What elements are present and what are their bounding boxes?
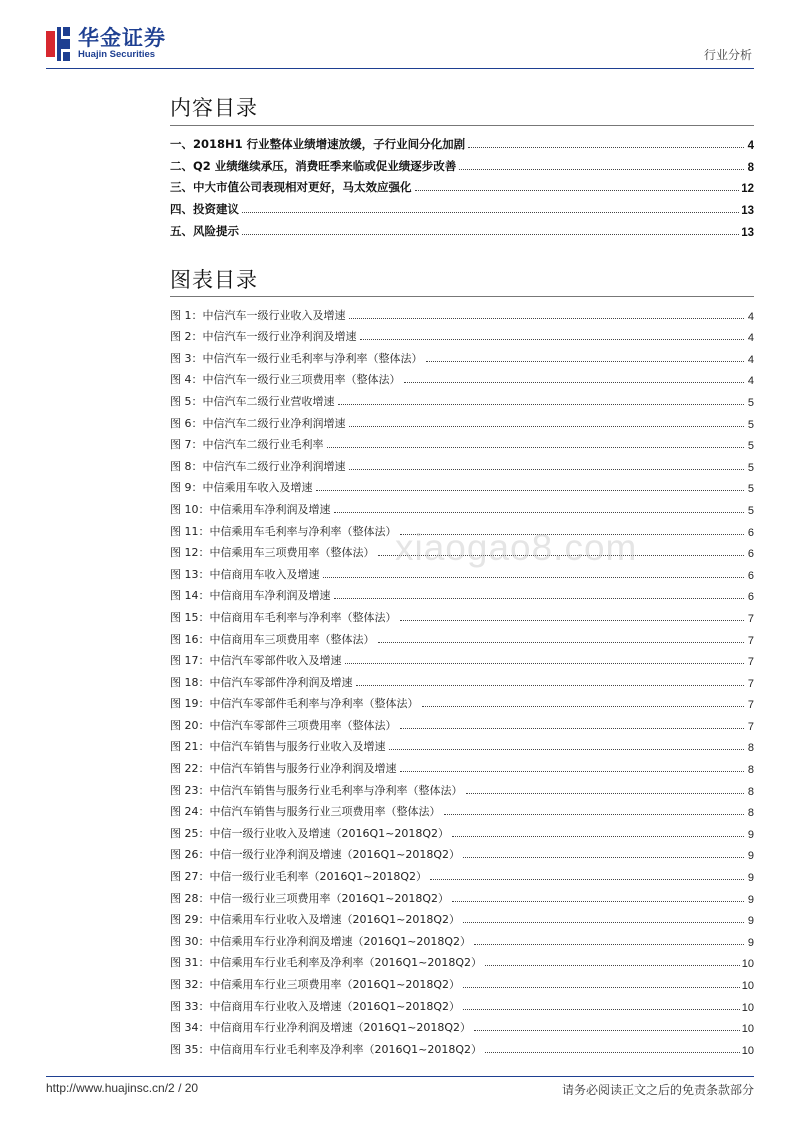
figure-entry-page-number: 7 xyxy=(747,677,754,690)
toc-title: 内容目录 xyxy=(170,96,258,120)
figure-entry-page-number: 4 xyxy=(747,353,754,366)
figure-entry[interactable] xyxy=(170,1014,754,1036)
figure-entry-label: 图 20：中信汽车零部件三项费用率（整体法） xyxy=(170,718,397,732)
figure-entry-label: 图 7：中信汽车二级行业毛利率 xyxy=(170,438,324,452)
figure-entry[interactable] xyxy=(170,387,754,409)
header-divider xyxy=(46,68,754,69)
figure-entry-page-number: 9 xyxy=(747,872,754,885)
figure-entry-label: 图 29：中信乘用车行业收入及增速（2016Q1~2018Q2） xyxy=(170,913,461,927)
dot-leader xyxy=(356,684,745,686)
toc-title-underline xyxy=(170,125,754,126)
figure-entry-page-number: 6 xyxy=(747,569,754,582)
figure-entry[interactable] xyxy=(170,668,754,690)
figure-entry-page-number: 5 xyxy=(747,483,754,496)
figure-entry-label: 图 12：中信乘用车三项费用率（整体法） xyxy=(170,546,375,560)
dot-leader xyxy=(400,727,745,729)
figure-entry-page-number: 10 xyxy=(741,1023,754,1036)
dot-leader xyxy=(452,900,744,902)
footer-url-page[interactable]: http://www.huajinsc.cn/2 / 20 xyxy=(46,1081,199,1095)
figure-entry-page-number: 5 xyxy=(747,461,754,474)
figure-entry-label: 图 25：中信一级行业收入及增速（2016Q1~2018Q2） xyxy=(170,826,450,840)
figure-entry-label: 图 24：中信汽车销售与服务行业三项费用率（整体法） xyxy=(170,805,441,819)
figure-entry-page-number: 5 xyxy=(747,418,754,431)
figure-entry[interactable] xyxy=(170,323,754,345)
figure-entry-label: 图 33：中信商用车行业收入及增速（2016Q1~2018Q2） xyxy=(170,999,461,1013)
figure-entry-label: 图 3：中信汽车一级行业毛利率与净利率（整体法） xyxy=(170,351,423,365)
figure-entry-label: 图 15：中信商用车毛利率与净利率（整体法） xyxy=(170,610,397,624)
dot-leader xyxy=(452,835,744,837)
figures-title-underline xyxy=(170,296,754,297)
figure-entry[interactable] xyxy=(170,409,754,431)
dot-leader xyxy=(349,468,745,470)
toc-entry-page-number: 12 xyxy=(741,183,754,196)
dot-leader xyxy=(430,878,744,880)
toc-entry[interactable] xyxy=(170,130,754,152)
dot-leader xyxy=(400,619,745,621)
page-header xyxy=(0,0,800,72)
toc-list xyxy=(170,130,754,239)
figure-entry-page-number: 10 xyxy=(741,980,754,992)
figure-entry-label: 图 22：中信汽车销售与服务行业净利润及增速 xyxy=(170,762,397,776)
figure-entry-label: 图 4：中信汽车一级行业三项费用率（整体法） xyxy=(170,373,401,387)
huajin-logo xyxy=(46,24,166,64)
dot-leader xyxy=(426,360,745,362)
dot-leader xyxy=(242,233,739,235)
figure-entry-label: 图 18：中信汽车零部件净利润及增速 xyxy=(170,675,353,689)
dot-leader xyxy=(444,813,745,815)
figure-entry[interactable] xyxy=(170,1035,754,1057)
figure-entry-page-number: 10 xyxy=(741,1001,754,1014)
figure-entry[interactable] xyxy=(170,582,754,604)
dot-leader xyxy=(474,943,744,945)
figure-entry[interactable] xyxy=(170,798,754,820)
figure-entry[interactable] xyxy=(170,970,754,992)
figure-entry-label: 图 1：中信汽车一级行业收入及增速 xyxy=(170,308,346,322)
figure-entry-page-number: 7 xyxy=(747,634,754,647)
figure-entry-page-number: 9 xyxy=(747,915,754,928)
dot-leader xyxy=(360,338,745,340)
figure-entry-page-number: 7 xyxy=(747,720,754,733)
figure-entry-label: 图 26：中信一级行业净利润及增速（2016Q1~2018Q2） xyxy=(170,848,461,862)
figure-entry[interactable] xyxy=(170,884,754,906)
toc-entry-page-number: 8 xyxy=(747,161,754,174)
toc-entry[interactable] xyxy=(170,152,754,174)
dot-leader xyxy=(323,576,745,578)
figure-entry[interactable] xyxy=(170,862,754,884)
figure-entry[interactable] xyxy=(170,754,754,776)
figure-entry-label: 图 21：中信汽车销售与服务行业收入及增速 xyxy=(170,740,386,754)
toc-entry[interactable] xyxy=(170,217,754,239)
figure-entry-label: 图 23：中信汽车销售与服务行业毛利率与净利率（整体法） xyxy=(170,783,463,797)
toc-entry[interactable] xyxy=(170,174,754,196)
figure-entry-page-number: 8 xyxy=(747,764,754,777)
figure-entry-label: 图 9：中信乘用车收入及增速 xyxy=(170,481,313,495)
toc-entry-page-number: 13 xyxy=(741,205,754,218)
dot-leader xyxy=(485,1051,740,1053)
figure-entry[interactable] xyxy=(170,647,754,669)
figure-entry[interactable] xyxy=(170,992,754,1014)
figure-entry[interactable] xyxy=(170,949,754,971)
dot-leader xyxy=(316,489,745,491)
figure-entry-label: 图 31：中信乘用车行业毛利率及净利率（2016Q1~2018Q2） xyxy=(170,956,483,970)
figure-entry-label: 图 17：中信汽车零部件收入及增速 xyxy=(170,654,342,668)
dot-leader xyxy=(468,146,744,148)
footer-disclaimer: 请务必阅读正文之后的免责条款部分 xyxy=(561,1083,754,1097)
figure-entry-page-number: 9 xyxy=(747,850,754,863)
figure-entry[interactable] xyxy=(170,603,754,625)
logo-chinese-name: 华金证券 xyxy=(78,26,166,50)
dot-leader xyxy=(463,921,744,923)
figure-entry-page-number: 10 xyxy=(741,1044,754,1057)
figure-entry-label: 图 6：中信汽车二级行业净利润增速 xyxy=(170,416,346,430)
dot-leader xyxy=(334,511,745,513)
figure-entry-page-number: 8 xyxy=(747,807,754,820)
toc-entry-label: 二、Q2 业绩继续承压，消费旺季来临或促业绩逐步改善 xyxy=(170,158,457,173)
toc-entry-label: 一、2018H1 行业整体业绩增速放缓，子行业间分化加剧 xyxy=(170,136,466,151)
dot-leader xyxy=(378,641,745,643)
figures-list xyxy=(170,301,754,1057)
figure-entry-page-number: 9 xyxy=(747,936,754,949)
figure-entry[interactable] xyxy=(170,366,754,388)
dot-leader xyxy=(334,597,745,599)
figure-entry-label: 图 8：中信汽车二级行业净利润增速 xyxy=(170,459,346,473)
watermark: xiaogao8.com xyxy=(395,527,638,568)
dot-leader xyxy=(338,403,745,405)
figure-entry-label: 图 27：中信一级行业毛利率（2016Q1~2018Q2） xyxy=(170,870,428,884)
dot-leader xyxy=(463,986,740,988)
figure-entry[interactable] xyxy=(170,344,754,366)
figure-entry-label: 图 32：中信乘用车行业三项费用率（2016Q1~2018Q2） xyxy=(170,978,461,991)
footer-divider xyxy=(46,1076,754,1077)
logo-english-name: Huajin Securities xyxy=(78,49,156,60)
dot-leader xyxy=(415,189,740,191)
figure-entry-label: 图 2：中信汽车一级行业净利润及增速 xyxy=(170,330,357,344)
dot-leader xyxy=(485,964,740,966)
toc-entry-label: 三、中大市值公司表现相对更好，马太效应强化 xyxy=(170,180,412,195)
dot-leader xyxy=(422,705,745,707)
dot-leader xyxy=(459,168,744,170)
figure-entry-label: 图 14：中信商用车净利润及增速 xyxy=(170,589,331,603)
figure-entry-page-number: 6 xyxy=(747,548,754,561)
figure-entry-label: 图 35：中信商用车行业毛利率及净利率（2016Q1~2018Q2） xyxy=(170,1042,483,1056)
figure-entry[interactable] xyxy=(170,452,754,474)
dot-leader xyxy=(463,1008,740,1010)
figure-entry-label: 图 16：中信商用车三项费用率（整体法） xyxy=(170,632,375,646)
figure-entry-label: 图 11：中信乘用车毛利率与净利率（整体法） xyxy=(170,524,397,538)
figure-entry-page-number: 5 xyxy=(747,440,754,453)
toc-entry-page-number: 13 xyxy=(741,226,754,239)
figure-entry-label: 图 5：中信汽车二级行业营收增速 xyxy=(170,394,335,408)
toc-entry[interactable] xyxy=(170,195,754,217)
dot-leader xyxy=(474,1029,740,1031)
figure-entry-page-number: 4 xyxy=(747,375,754,388)
figure-entry-page-number: 5 xyxy=(747,396,754,409)
figure-entry-page-number: 4 xyxy=(747,310,754,323)
dot-leader xyxy=(466,792,745,794)
toc-entry-label: 五、风险提示 xyxy=(170,223,239,238)
toc-entry-label: 四、投资建议 xyxy=(170,202,239,217)
figure-entry-page-number: 7 xyxy=(747,612,754,625)
figure-entry[interactable] xyxy=(170,431,754,453)
figure-entry-page-number: 6 xyxy=(747,526,754,539)
figure-entry-label: 图 30：中信乘用车行业净利润及增速（2016Q1~2018Q2） xyxy=(170,934,472,948)
dot-leader xyxy=(400,770,745,772)
figure-entry-page-number: 7 xyxy=(747,699,754,712)
dot-leader xyxy=(404,381,745,383)
dot-leader xyxy=(345,662,745,664)
dot-leader xyxy=(389,748,745,750)
figure-entry[interactable] xyxy=(170,906,754,928)
figure-entry[interactable] xyxy=(170,711,754,733)
figure-entry-label: 图 10：中信乘用车净利润及增速 xyxy=(170,502,331,516)
dot-leader xyxy=(327,446,745,448)
figure-entry[interactable] xyxy=(170,495,754,517)
figure-entry-page-number: 10 xyxy=(741,958,754,971)
figure-entry[interactable] xyxy=(170,776,754,798)
figure-entry-page-number: 4 xyxy=(747,332,754,345)
figure-entry[interactable] xyxy=(170,819,754,841)
figure-entry-label: 图 28：中信一级行业三项费用率（2016Q1~2018Q2） xyxy=(170,891,450,905)
dot-leader xyxy=(349,425,745,427)
figure-entry-page-number: 6 xyxy=(747,591,754,604)
figure-entry-page-number: 7 xyxy=(747,656,754,669)
dot-leader xyxy=(349,317,745,319)
figure-entry-page-number: 5 xyxy=(747,504,754,517)
figure-entry[interactable] xyxy=(170,733,754,755)
dot-leader xyxy=(463,856,744,858)
huajin-logo-icon xyxy=(46,27,70,61)
figure-entry-label: 图 34：中信商用车行业净利润及增速（2016Q1~2018Q2） xyxy=(170,1021,472,1035)
figures-title: 图表目录 xyxy=(170,268,258,292)
figure-entry[interactable] xyxy=(170,625,754,647)
figure-entry-page-number: 8 xyxy=(747,742,754,755)
figure-entry[interactable] xyxy=(170,841,754,863)
figure-entry-label: 图 13：中信商用车收入及增速 xyxy=(170,567,320,581)
figure-entry-page-number: 9 xyxy=(747,828,754,841)
figure-entry-page-number: 8 xyxy=(747,785,754,798)
figure-entry[interactable] xyxy=(170,927,754,949)
toc-entry-page-number: 4 xyxy=(747,139,754,152)
figure-entry[interactable] xyxy=(170,301,754,323)
dot-leader xyxy=(242,211,739,213)
figure-entry[interactable] xyxy=(170,690,754,712)
figure-entry[interactable] xyxy=(170,474,754,496)
report-category: 行业分析 xyxy=(703,48,752,62)
figure-entry-page-number: 9 xyxy=(747,893,754,906)
figure-entry-label: 图 19：中信汽车零部件毛利率与净利率（整体法） xyxy=(170,697,419,711)
